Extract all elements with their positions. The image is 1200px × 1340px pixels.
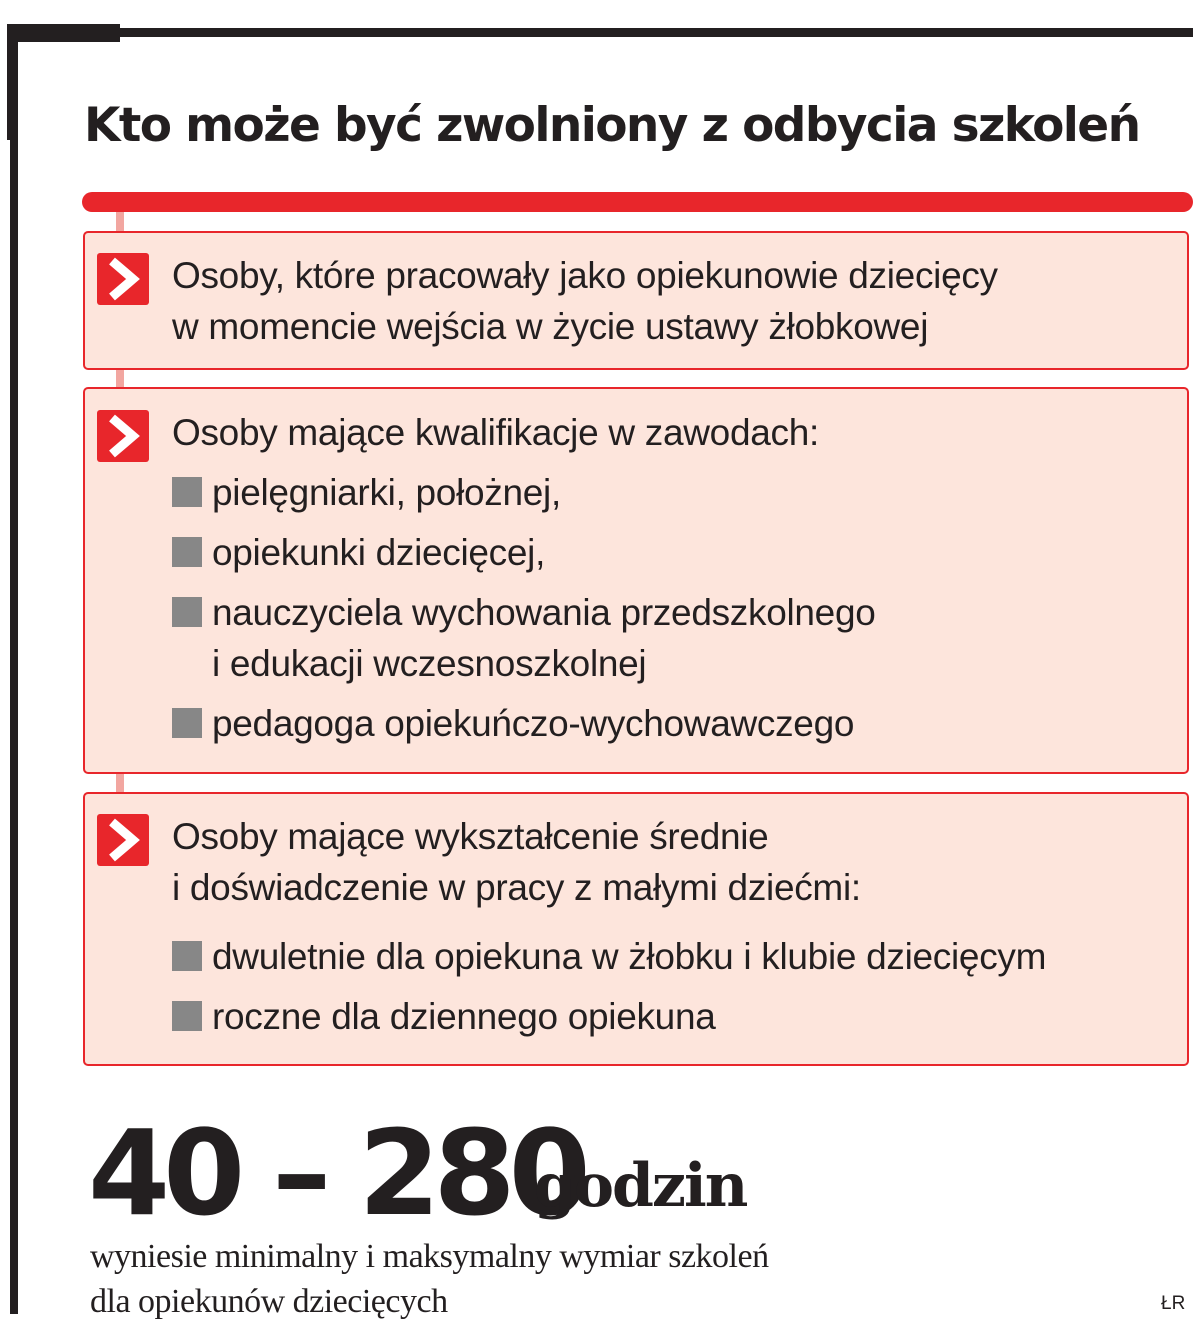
title-underline-bar [82,192,1193,212]
connector [116,212,124,232]
card-2-bullet-1: pielęgniarki, położnej, [212,472,561,513]
connector [116,369,124,388]
card-3-bullet-2: roczne dla dziennego opiekuna [212,996,716,1037]
card-3-line-2: i doświadczenie w pracy z małymi dziećmi: [172,867,861,908]
card-2-bullet-3-cont: i edukacji wczesnoszkolnej [212,643,647,684]
square-bullet-icon [172,537,202,567]
frame-corner-accent [7,24,120,42]
square-bullet-icon [172,597,202,627]
card-2-bullet-3: nauczyciela wychowania przedszkolnego [212,592,876,633]
card-2-bullet-4: pedagoga opiekuńczo-wychowawczego [212,703,855,744]
card-2-bullet-2: opiekunki dziecięcej, [212,532,546,573]
summary-caption-line-1: wyniesie minimalny i maksymalny wymiar szkoleń [90,1238,769,1275]
hours-range: 40 – 280 [88,1104,584,1242]
chevron-right-icon [97,253,149,305]
square-bullet-icon [172,1001,202,1031]
square-bullet-icon [172,477,202,507]
card-1-line-1: Osoby, które pracowały jako opiekunowie dziecięcy [172,255,998,296]
card-3-line-1: Osoby mające wykształcenie średnie [172,816,769,857]
author-credit: ŁR [1161,1293,1186,1314]
frame-left-rule [10,24,18,1314]
page-title: Kto może być zwolniony z odbycia szkoleń [84,98,1140,153]
chevron-right-icon [97,814,149,866]
chevron-right-icon [97,410,149,462]
hours-unit: godzin [534,1151,747,1221]
square-bullet-icon [172,708,202,738]
summary-caption-line-2: dla opiekunów dziecięcych [90,1283,448,1320]
card-2-heading: Osoby mające kwalifikacje w zawodach: [172,412,819,453]
frame-top-rule [7,28,1193,37]
connector [116,773,124,793]
card-3-bullet-1: dwuletnie dla opiekuna w żłobku i klubie dziecięcym [212,936,1047,977]
square-bullet-icon [172,941,202,971]
card-1-line-2: w momencie wejścia w życie ustawy żłobkowej [172,306,929,347]
